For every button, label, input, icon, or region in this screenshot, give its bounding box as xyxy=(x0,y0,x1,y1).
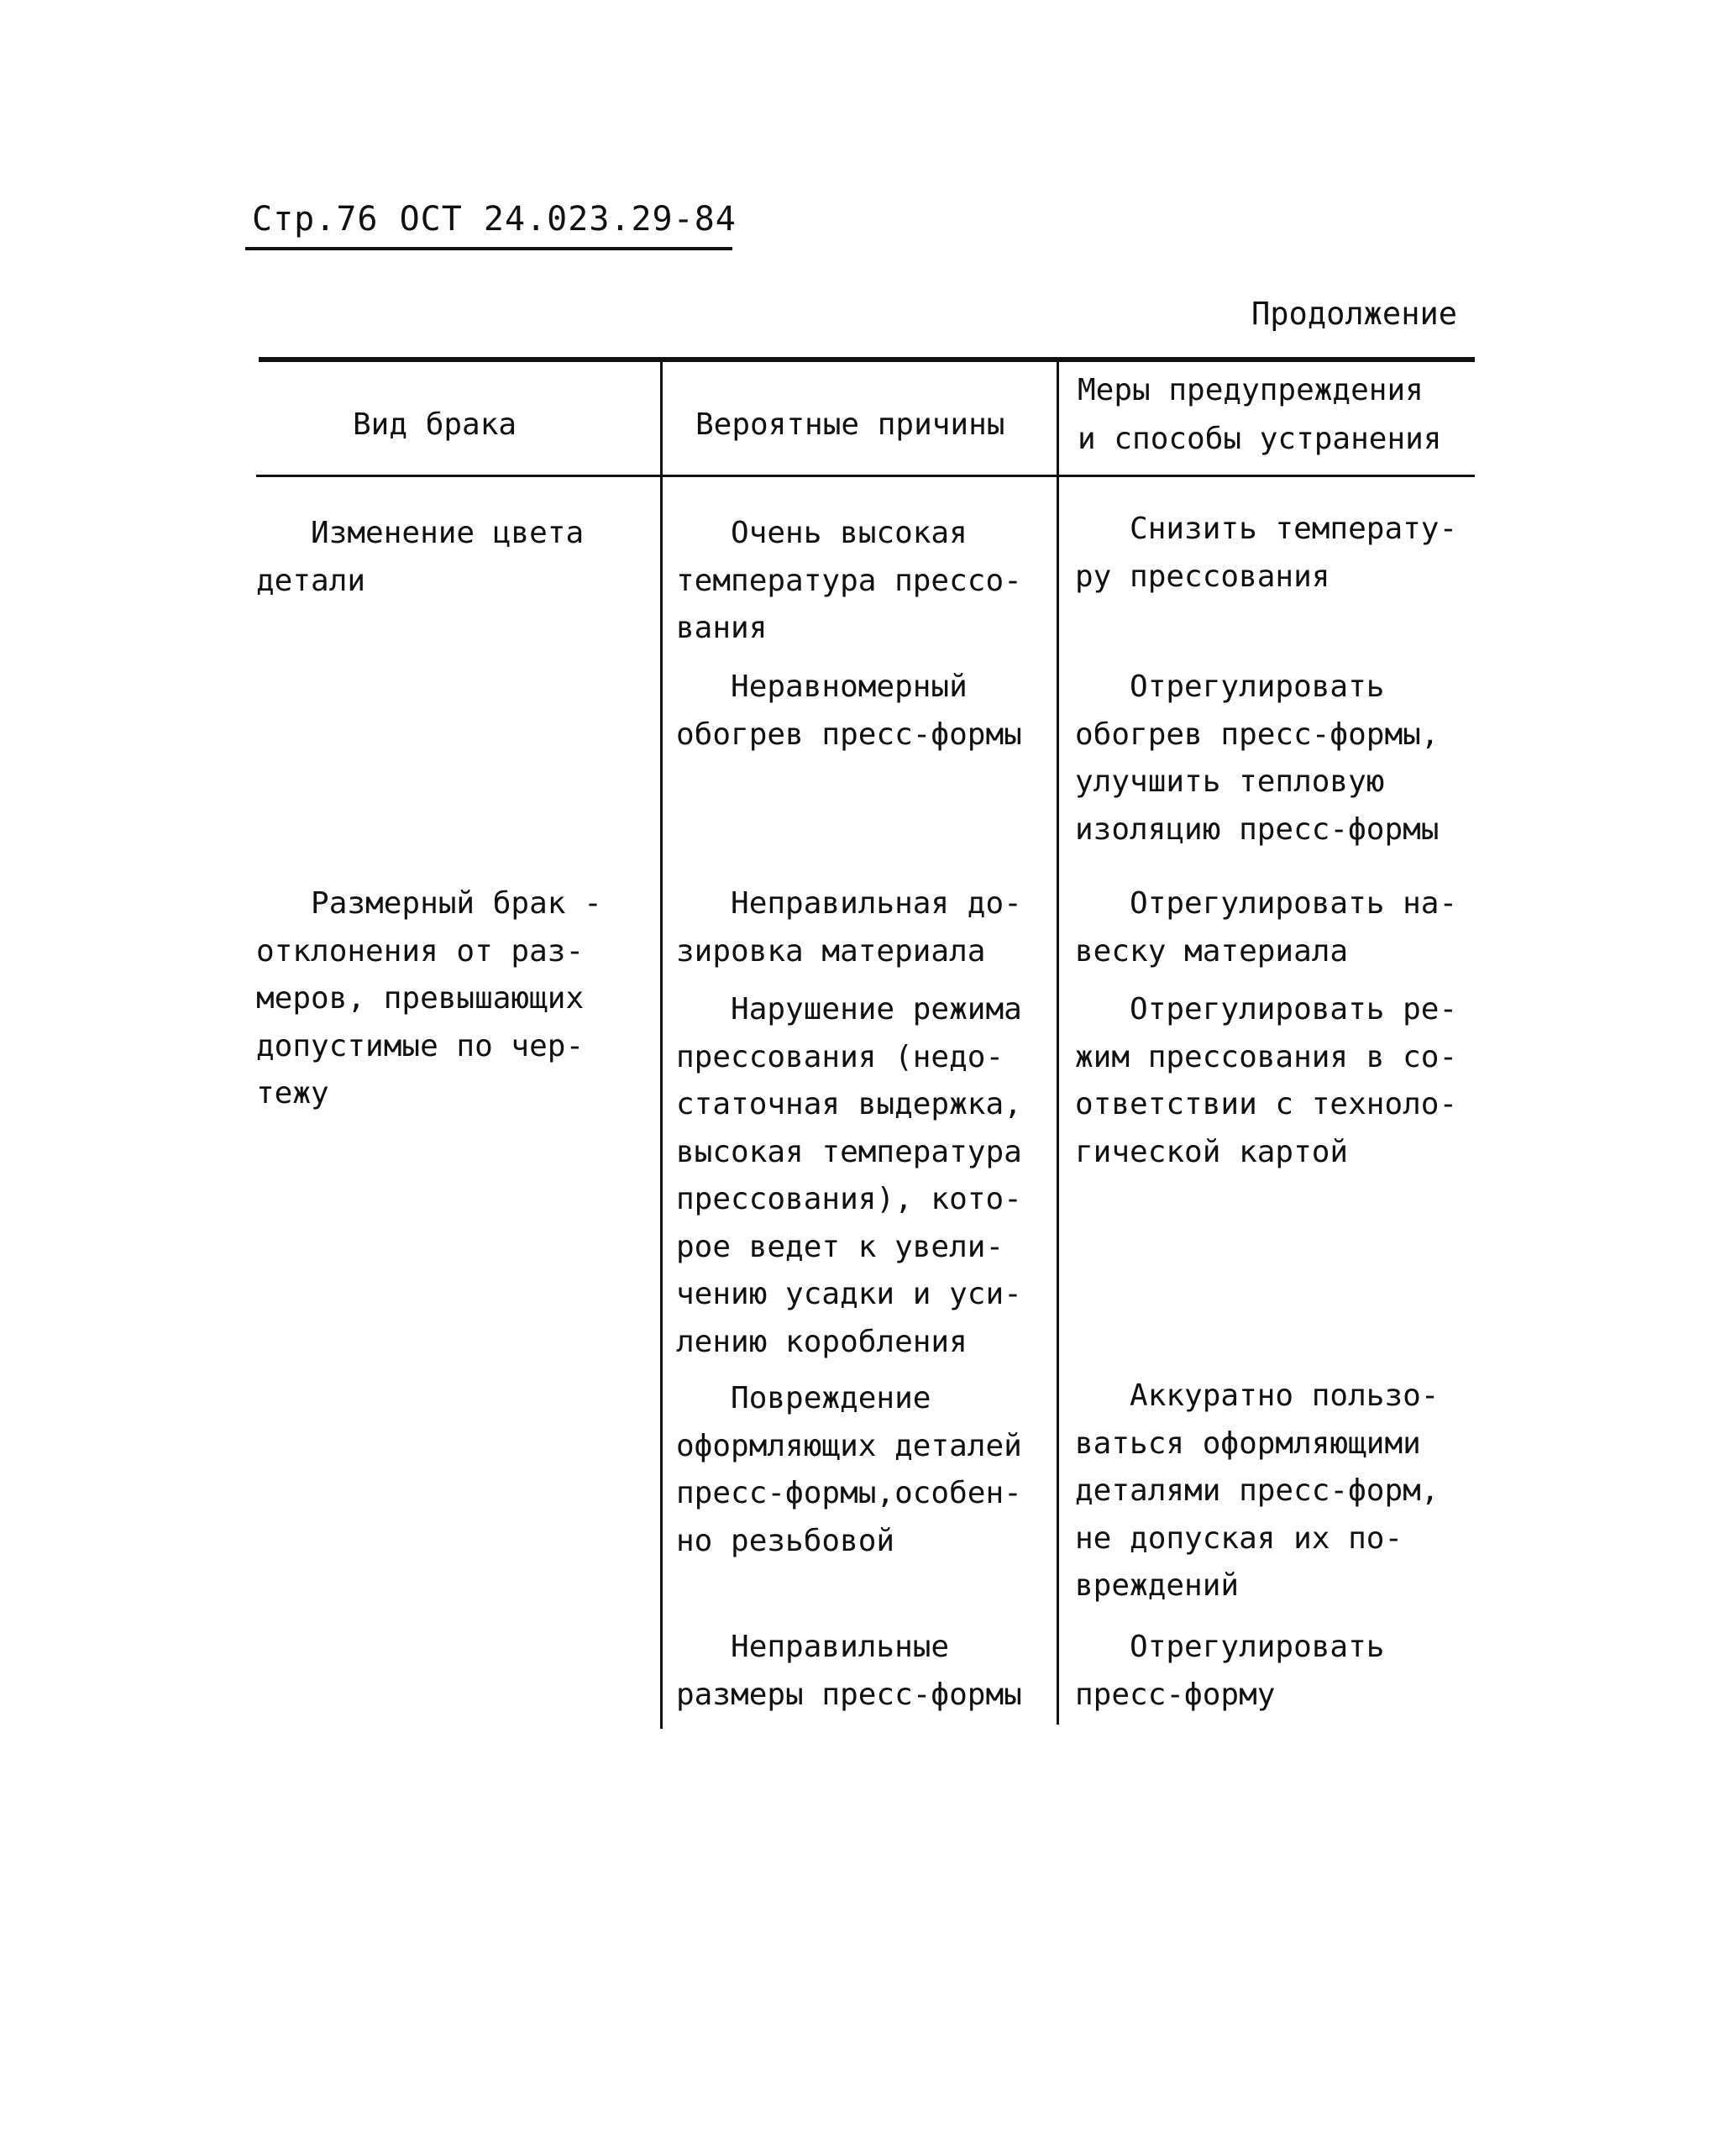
remedy-cell: Отрегулировать обогрев пресс-формы, улучшить тепловую изоляцию пресс-формы xyxy=(1075,670,1440,847)
cause-cell: Неправильные размеры пресс-формы xyxy=(676,1630,1022,1712)
header-underline xyxy=(245,247,732,250)
cause-cell: Нарушение режима прессования (недо- статочная выдержка, высокая температура прессования), кото- рое ведет к увели- чению усадки и уси- лению коробления xyxy=(676,992,1022,1359)
continuation-label: Продолжение xyxy=(1251,296,1458,332)
cause-cell: Неправильная до- зировка материала xyxy=(676,886,1022,969)
defect-cell: Изменение цвета детали xyxy=(256,516,585,598)
remedy-cell: Снизить температу- ру прессования xyxy=(1075,512,1458,594)
cause-cell: Очень высокая температура прессо- вания xyxy=(676,516,1022,645)
column-header-remedy: Меры предупреждения и способы устранения xyxy=(1078,373,1442,456)
cause-cell: Неравномерный обогрев пресс-формы xyxy=(676,670,1022,752)
remedy-cell: Отрегулировать пресс-форму xyxy=(1075,1630,1385,1712)
cause-cell: Повреждение оформляющих деталей пресс-формы,особен- но резьбовой xyxy=(676,1381,1022,1558)
column-divider-2 xyxy=(1057,360,1059,1725)
remedy-cell: Отрегулировать ре- жим прессования в со- ответствии с техноло- гической картой xyxy=(1075,992,1458,1169)
table-top-rule xyxy=(259,357,1475,362)
column-header-defect: Вид брака xyxy=(353,407,517,442)
remedy-cell: Отрегулировать на- веску материала xyxy=(1075,886,1458,969)
column-divider-1 xyxy=(660,360,663,1729)
defect-cell: Размерный брак - отклонения от раз- меров, превышающих допустимые по чер- тежу xyxy=(256,886,602,1111)
page-reference: Стр.76 ОСТ 24.023.29-84 xyxy=(252,200,737,239)
remedy-cell: Аккуратно пользо- ваться оформляющими деталями пресс-форм, не допуская их по- вреждений xyxy=(1075,1378,1440,1603)
column-header-cause: Вероятные причины xyxy=(695,407,1005,442)
table-header-rule xyxy=(256,475,1475,477)
